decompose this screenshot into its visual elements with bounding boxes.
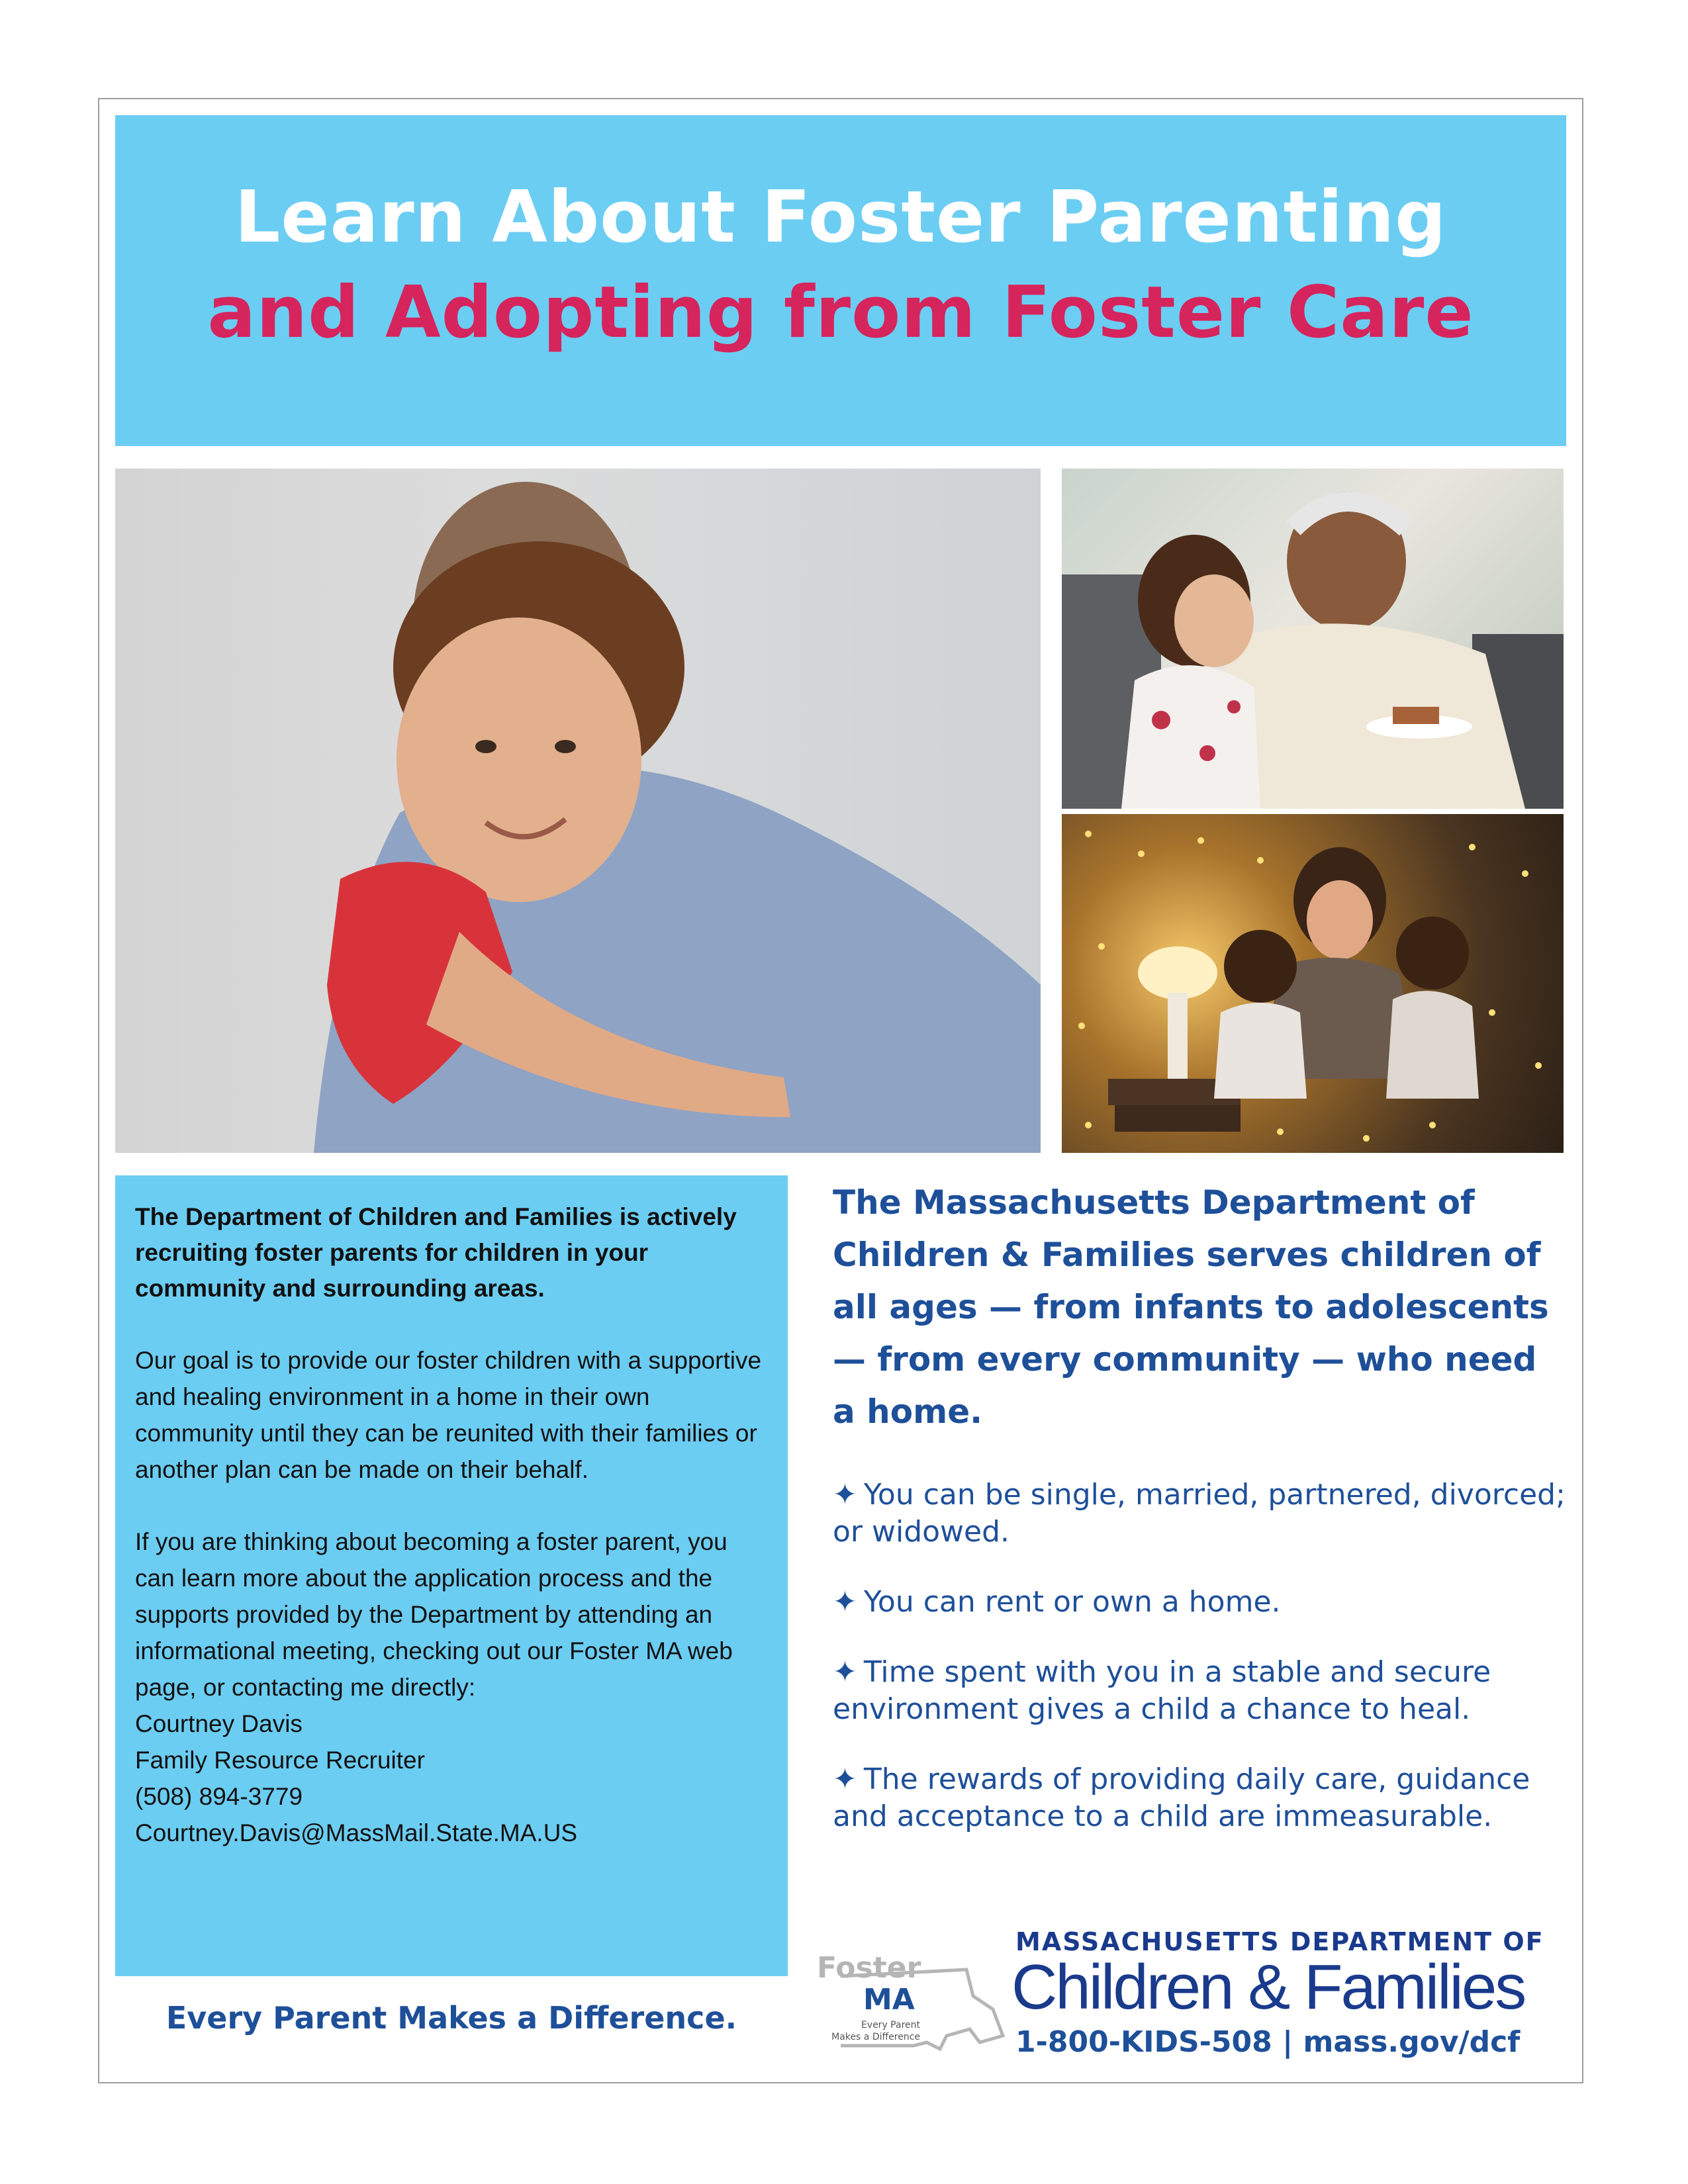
header-banner xyxy=(115,115,1566,446)
tagline: Every Parent Makes a Difference. xyxy=(165,2000,737,2036)
bullet-text: You can be single, married, partnered, divorced; or widowed. xyxy=(833,1478,1566,1549)
sparkle-icon: ✦ xyxy=(833,1478,857,1512)
bullet-list xyxy=(833,1477,1568,1835)
photo-girl-with-grandfather xyxy=(1062,469,1564,809)
ma-logo-word: MA xyxy=(863,1983,915,2017)
foster-ma-logo xyxy=(814,1936,1006,2056)
right-heading: The Massachusetts Department of Children & Families serves children of all ages — from infants to adolescents — from every community — who need a home. xyxy=(833,1183,1549,1431)
page-title-line2: and Adopting from Foster Care xyxy=(207,271,1474,354)
contact-name: Courtney Davis xyxy=(135,1710,303,1737)
photo-child-hugging-parent xyxy=(115,469,1041,1153)
sparkle-icon: ✦ xyxy=(833,1655,857,1689)
photo-family-reading-in-fort xyxy=(1062,814,1564,1153)
info-box xyxy=(115,1175,788,1976)
dcf-contact-line: 1-800-KIDS-508 | mass.gov/dcf xyxy=(1015,2025,1521,2059)
info-lead: The Department of Children and Families is actively recruiting foster parents for children in your community and surrounding areas. xyxy=(135,1203,737,1302)
info-paragraph-learn-more: If you are thinking about becoming a foster parent, you can learn more about the application process and the supports provided by the Department by attending an informational meeting, checking out our Foster MA web page, or contacting me directly: xyxy=(135,1528,733,1701)
bullet-text: Time spent with you in a stable and secure environment gives a child a chance to heal. xyxy=(833,1655,1491,1726)
contact-title: Family Resource Recruiter xyxy=(135,1747,425,1774)
contact-email: Courtney.Davis@MassMail.State.MA.US xyxy=(135,1819,578,1846)
foster-logo-word: Foster xyxy=(817,1951,921,1985)
bullet-item xyxy=(833,1761,1568,1835)
info-paragraph-goal: Our goal is to provide our foster children with a supportive and healing environment in a home in their own community until they can be reunited with their families or another plan can be made on their behalf. xyxy=(135,1347,762,1483)
right-column xyxy=(833,1177,1568,1868)
bullet-text: The rewards of providing daily care, guidance and acceptance to a child are immeasurable. xyxy=(833,1762,1530,1833)
sparkle-icon: ✦ xyxy=(833,1762,857,1796)
foster-logo-tagline-line1: Every Parent xyxy=(861,2020,920,2030)
bullet-item xyxy=(833,1584,1568,1621)
sparkle-icon: ✦ xyxy=(833,1585,857,1619)
foster-logo-tagline-line2: Makes a Difference xyxy=(831,2032,920,2042)
bullet-text: You can rent or own a home. xyxy=(863,1585,1281,1619)
page-title-line1: Learn About Foster Parenting xyxy=(234,176,1447,259)
dcf-logo xyxy=(1011,1927,1554,2059)
dcf-logo-top: MASSACHUSETTS DEPARTMENT OF xyxy=(1015,1927,1544,1956)
bullet-item xyxy=(833,1477,1568,1551)
bullet-item xyxy=(833,1654,1568,1728)
dcf-logo-main: Children & Families xyxy=(1011,1952,1525,2023)
contact-phone: (508) 894-3779 xyxy=(135,1783,303,1810)
